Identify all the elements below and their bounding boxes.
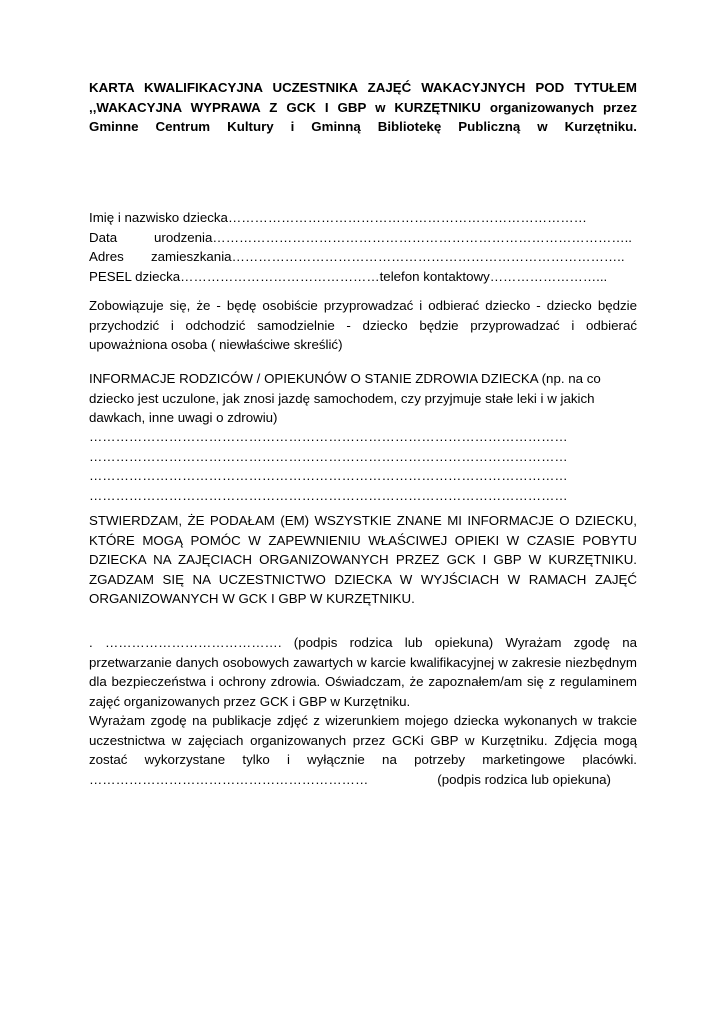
health-line-3: dawkach, inne uwagi o zdrowiu) xyxy=(89,410,278,425)
field-pesel-phone xyxy=(89,267,637,287)
address-dots: …………………………………………………………………………….. xyxy=(231,249,625,264)
signature-line-2: przetwarzanie danych osobowych zawartych w karcie kwalifikacyjnej w zakresie niezbędnym xyxy=(89,654,637,670)
birth-date-label-b: urodzenia xyxy=(154,229,213,245)
declaration-line-2: KTÓRE MOGĄ POMÓC W ZAPEWNIENIU WŁAŚCIWEJ OPIEKI W CZASIE POBYTU xyxy=(89,532,637,548)
declaration-line-3: DZIECKA NA ZAJĘCIACH ORGANIZOWANYCH PRZEZ GCK I GBP W KURZĘTNIKU. xyxy=(89,552,637,567)
pickup-consent-paragraph xyxy=(89,296,637,355)
notes-line-1: ……………………………………………………………………………………………… xyxy=(89,429,568,444)
signature-line-8 xyxy=(89,770,637,790)
notes-line-4: ……………………………………………………………………………………………… xyxy=(89,487,568,503)
pesel-label: PESEL dziecka xyxy=(89,268,181,284)
health-line-2: dziecko jest uczulone, jak znosi jazdę samochodem, czy przyjmuje stałe leki i w jakich xyxy=(89,390,595,406)
health-info-section xyxy=(89,369,637,428)
health-line-1 xyxy=(89,369,637,389)
signature-line-6: uczestnictwa w zajęciach organizowanych przez GCKi GBP w Kurzętniku. Zdjęcia mogą xyxy=(89,732,637,748)
address-label-b: zamieszkania xyxy=(151,249,232,264)
final-signature-caption: (podpis rodzica lub opiekuna) xyxy=(437,771,611,787)
health-hint: (np. na co xyxy=(537,371,601,386)
declaration-line-1: STWIERDZAM, ŻE PODAŁAM (EM) WSZYSTKIE ZNANE MI INFORMACJE O DZIECKU, xyxy=(89,513,637,528)
birth-date-dots: ………………………………………………………………………………….. xyxy=(212,229,632,245)
health-notes-lines xyxy=(89,427,637,505)
signature-line-3: dla bezpieczeństwa i ochrony zdrowia. Oświadczam, że zapoznałem/am się z regulaminem xyxy=(89,674,637,689)
signature-line-5: Wyrażam zgodę na publikacje zdjęć z wizerunkiem mojego dziecka wykonanych w trakcie xyxy=(89,713,637,728)
phone-label: telefon kontaktowy xyxy=(379,268,490,284)
signature-consent-section xyxy=(89,633,637,789)
signature-line-7: zostać wykorzystane tylko i wyłącznie na potrzeby marketingowe placówki. xyxy=(89,752,637,767)
consent-line-2: przychodzić i odchodzić samodzielnie - dziecko będzie przyprowadzać i odbierać xyxy=(89,317,637,333)
phone-dots: ……………………... xyxy=(489,268,608,284)
field-birth-date xyxy=(89,228,637,248)
child-name-dots: ……………………………………………………………………… xyxy=(227,210,587,225)
declaration-line-4: ZGADZAM SIĘ NA UCZESTNICTWO DZIECKA W WYJŚCIACH W RAMACH ZAJĘĆ xyxy=(89,571,637,587)
notes-line-3: ……………………………………………………………………………………………… xyxy=(89,468,568,483)
consent-line-3: upoważniona osoba ( niewłaściwe skreślić) xyxy=(89,337,343,352)
signature-line-1: . …………………………………. (podpis rodzica lub opiekuna) Wyrażam zgodę na xyxy=(89,635,637,650)
title-line-1: KARTA KWALIFIKACYJNA UCZESTNIKA ZAJĘĆ WAKACYJNYCH POD TYTUŁEM xyxy=(89,80,637,95)
consent-line-1: Zobowiązuje się, że - będę osobiście przyprowadzać i odbierać dziecko - dziecko będzie xyxy=(89,298,637,313)
field-child-name xyxy=(89,208,637,228)
address-label-a: Adres xyxy=(89,249,124,264)
notes-line-2: ……………………………………………………………………………………………… xyxy=(89,448,568,464)
health-heading: INFORMACJE RODZICÓW / OPIEKUNÓW O STANIE ZDROWIA DZIECKA xyxy=(89,371,538,386)
document-title xyxy=(89,78,637,137)
child-name-label: Imię i nazwisko dziecka xyxy=(89,210,228,225)
title-line-2: ,,WAKACYJNA WYPRAWA Z GCK I GBP w KURZĘTNIKU organizowanych przez xyxy=(89,99,637,115)
child-data-fields xyxy=(89,208,637,286)
parent-declaration xyxy=(89,511,637,609)
pesel-dots: ……………………………………… xyxy=(180,268,380,284)
title-line-3: Gminne Centrum Kultury i Gminną Bibliotekę Publiczną w Kurzętniku. xyxy=(89,119,637,134)
final-signature-dots: ……………………………………………………… xyxy=(89,771,369,787)
birth-date-label-a: Data xyxy=(89,229,118,245)
field-address xyxy=(89,247,637,267)
signature-line-4: zajęć organizowanych przez GCK i GBP w Kurzętniku. xyxy=(89,693,411,709)
declaration-line-5: ORGANIZOWANYCH W GCK I GBP W KURZĘTNIKU. xyxy=(89,591,415,606)
